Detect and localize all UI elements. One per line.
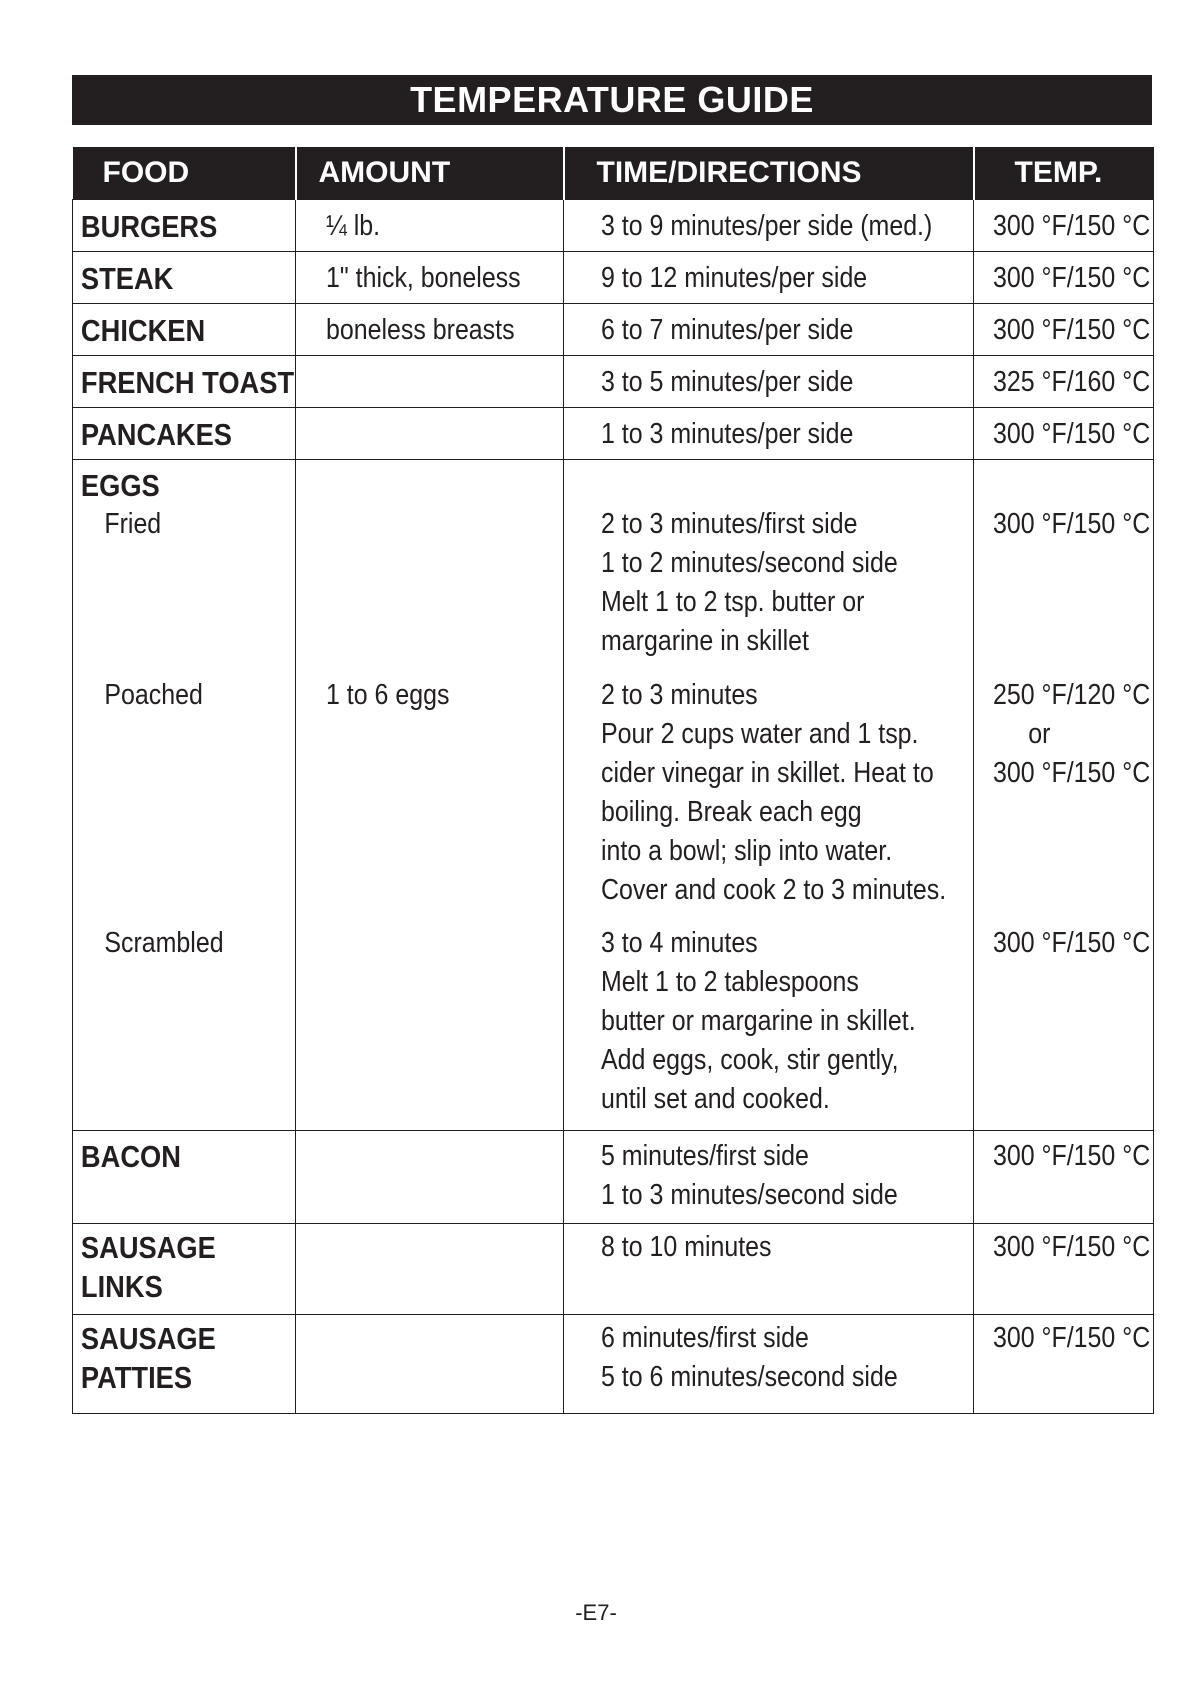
direction-line: 3 to 4 minutes <box>601 927 758 959</box>
direction-line: Pour 2 cups water and 1 tsp. <box>601 718 919 750</box>
temp-value: 300 °F/150 °C <box>993 1231 1151 1263</box>
header-temp: TEMP. <box>974 147 1154 200</box>
temp-value: 300 °F/150 °C <box>993 210 1151 242</box>
temp-value: 300 °F/150 °C <box>993 314 1151 346</box>
food-name-line: PATTIES <box>80 1360 193 1395</box>
direction-line: butter or margarine in skillet. <box>601 1005 916 1037</box>
temp-value: 325 °F/160 °C <box>993 366 1151 398</box>
direction-line: into a bowl; slip into water. <box>601 835 893 867</box>
table-row-burgers <box>73 200 1154 252</box>
direction-line: Melt 1 to 2 tsp. butter or <box>601 586 865 618</box>
direction-line: margarine in skillet <box>601 625 809 657</box>
temp-value: 250 °F/120 °C <box>993 679 1151 711</box>
food-name-line: SAUSAGE <box>80 1230 216 1265</box>
direction-line: 1 to 2 minutes/second side <box>601 547 898 579</box>
food-name: FRENCH TOAST <box>80 365 295 400</box>
table-row-sausage-links <box>73 1224 1154 1315</box>
table-row-eggs <box>73 460 1154 1131</box>
fried-directions <box>601 505 898 661</box>
time-value: 3 to 9 minutes/per side (med.) <box>601 210 933 242</box>
amount-value: 1 to 6 eggs <box>326 679 450 711</box>
direction-line: 2 to 3 minutes/first side <box>601 508 858 540</box>
direction-line: 6 minutes/first side <box>601 1322 809 1354</box>
page-title: TEMPERATURE GUIDE <box>72 75 1152 125</box>
food-name: BACON <box>80 1139 181 1174</box>
table-row-pancakes <box>73 408 1154 460</box>
direction-line: 5 to 6 minutes/second side <box>601 1361 898 1393</box>
food-name-line: SAUSAGE <box>80 1321 216 1356</box>
temperature-guide-table <box>72 147 1154 1414</box>
poached-directions <box>601 676 946 910</box>
direction-line: Melt 1 to 2 tablespoons <box>601 966 859 998</box>
egg-style-poached: Poached <box>104 679 203 711</box>
amount-value <box>326 408 530 415</box>
time-value: 9 to 12 minutes/per side <box>601 262 868 294</box>
temp-value: 300 °F/150 °C <box>993 1322 1151 1354</box>
food-name: BURGERS <box>80 209 218 244</box>
header-time-directions: TIME/DIRECTIONS <box>564 147 974 200</box>
direction-line: 1 to 3 minutes/second side <box>601 1179 898 1211</box>
poached-temp <box>993 676 1150 793</box>
scrambled-directions <box>601 924 916 1119</box>
table-header-row <box>73 147 1154 200</box>
temp-value: 300 °F/150 °C <box>993 1140 1151 1172</box>
time-value: 3 to 5 minutes/per side <box>601 366 854 398</box>
amount-value: ¼ lb. <box>326 210 381 242</box>
direction-line: until set and cooked. <box>601 1083 830 1115</box>
temp-value: 300 °F/150 °C <box>993 508 1151 540</box>
temp-value: 300 °F/150 °C <box>993 927 1151 959</box>
direction-line: 5 minutes/first side <box>601 1140 809 1172</box>
direction-line: cider vinegar in skillet. Heat to <box>601 757 934 789</box>
time-value <box>601 1315 921 1397</box>
time-value: 8 to 10 minutes <box>601 1231 772 1263</box>
egg-style-scrambled: Scrambled <box>104 927 224 959</box>
amount-value: boneless breasts <box>326 314 515 346</box>
direction-line: Add eggs, cook, stir gently, <box>601 1044 899 1076</box>
table-row-sausage-patties <box>73 1315 1154 1414</box>
temp-or: or <box>1028 718 1051 750</box>
temp-value: 300 °F/150 °C <box>993 757 1151 789</box>
food-name <box>73 1224 268 1306</box>
table-row-french-toast <box>73 356 1154 408</box>
food-name: STEAK <box>80 261 174 296</box>
direction-line: Cover and cook 2 to 3 minutes. <box>601 874 947 906</box>
time-value: 1 to 3 minutes/per side <box>601 418 854 450</box>
header-food: FOOD <box>73 147 296 200</box>
food-name <box>73 1315 268 1397</box>
direction-line: boiling. Break each egg <box>601 796 862 828</box>
table-row-steak <box>73 252 1154 304</box>
temp-value: 300 °F/150 °C <box>993 418 1151 450</box>
table-row-bacon <box>73 1131 1154 1224</box>
table-row-chicken <box>73 304 1154 356</box>
amount-value <box>326 356 530 363</box>
food-name-line: LINKS <box>80 1269 163 1304</box>
header-amount: AMOUNT <box>296 147 564 200</box>
time-value: 6 to 7 minutes/per side <box>601 314 854 346</box>
egg-style-fried: Fried <box>104 508 162 540</box>
food-name: PANCAKES <box>80 417 232 452</box>
direction-line: 2 to 3 minutes <box>601 679 758 711</box>
time-value <box>601 1131 921 1215</box>
amount-value: 1" thick, boneless <box>326 262 521 294</box>
food-name: CHICKEN <box>80 313 206 348</box>
food-name: EGGS <box>80 468 160 503</box>
temp-value: 300 °F/150 °C <box>993 262 1151 294</box>
page-number: -E7- <box>575 1600 617 1625</box>
